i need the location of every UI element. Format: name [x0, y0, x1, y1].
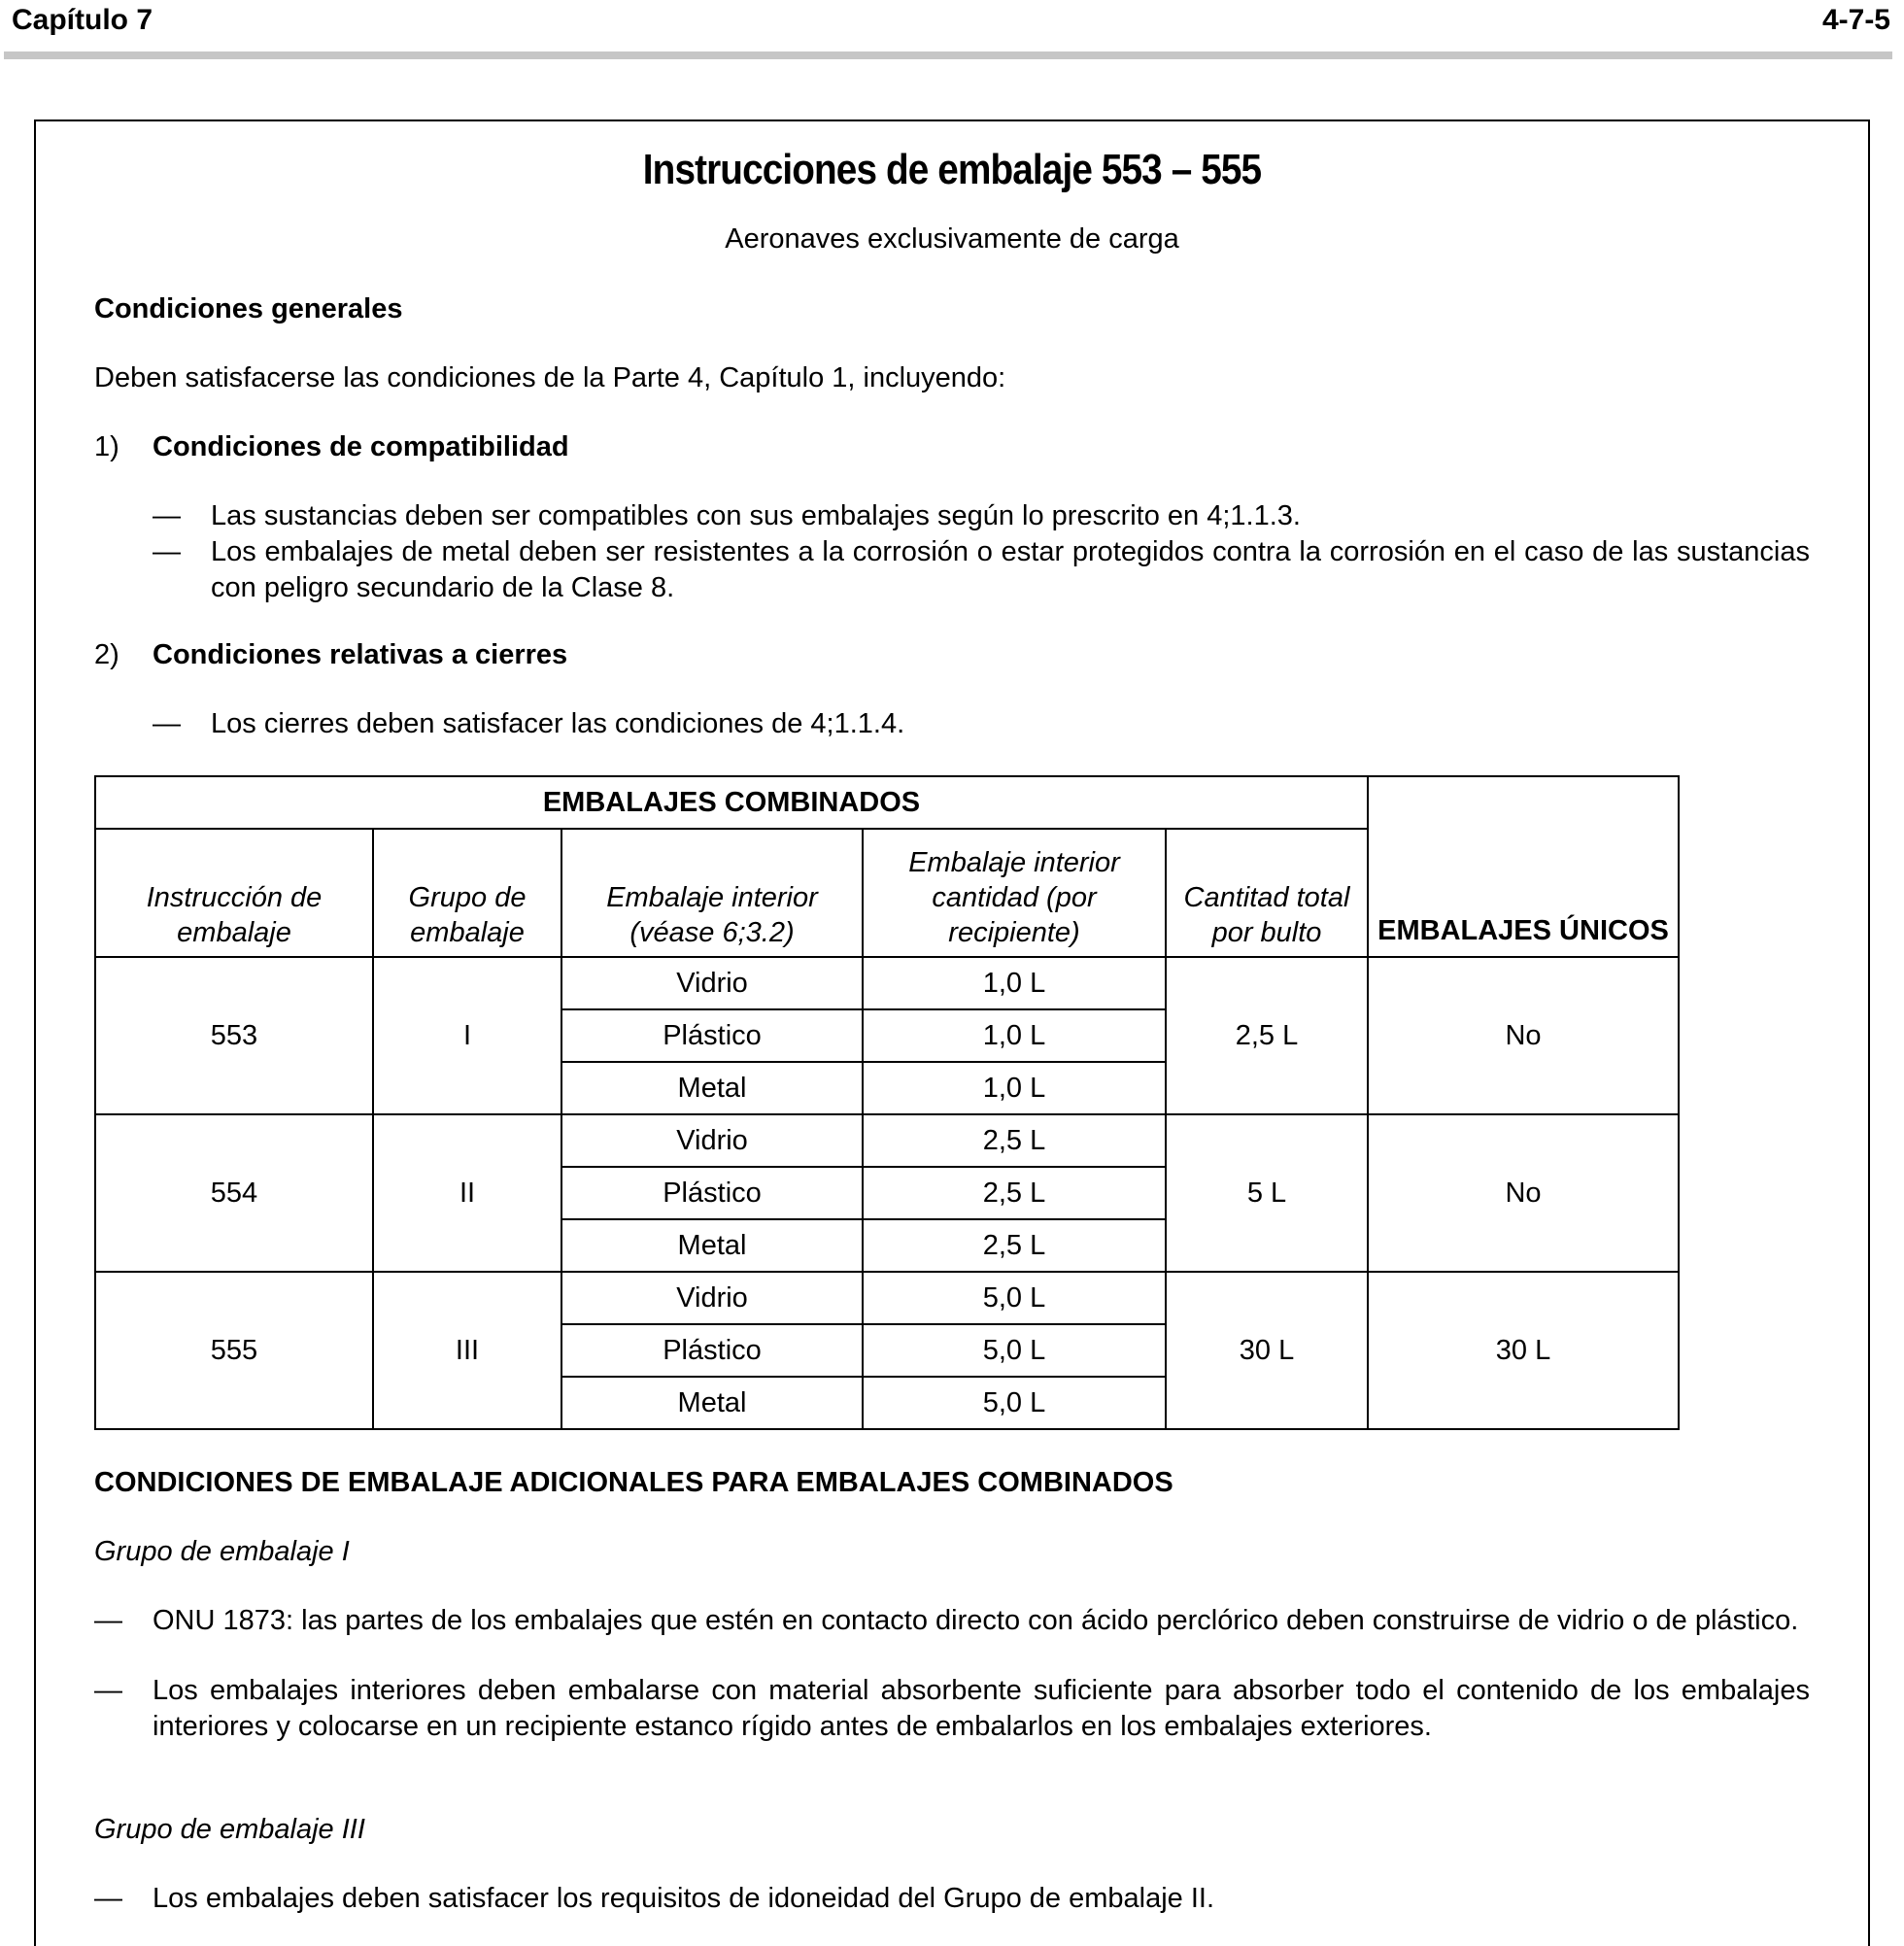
- material-cell: Vidrio: [561, 1272, 863, 1324]
- dash-marker: —: [94, 1883, 122, 1914]
- additional-heading: CONDICIONES DE EMBALAJE ADICIONALES PARA EMBALAJES COMBINADOS: [94, 1467, 1173, 1498]
- dash-marker: —: [94, 1675, 122, 1706]
- quantity-cell: 1,0 L: [863, 957, 1166, 1009]
- group-i-label: Grupo de embalaje I: [94, 1536, 350, 1567]
- section-2-title: Condiciones relativas a cierres: [153, 639, 568, 670]
- column-header: Cantitad total por bulto: [1166, 829, 1368, 957]
- quantity-cell: 5,0 L: [863, 1324, 1166, 1377]
- list-item: [153, 498, 1810, 534]
- combined-packaging-header: EMBALAJES COMBINADOS: [95, 776, 1368, 829]
- section-1-title: Condiciones de compatibilidad: [153, 431, 569, 462]
- dash-marker: —: [153, 500, 181, 531]
- section-1-number: 1): [94, 431, 119, 462]
- material-cell: Plástico: [561, 1009, 863, 1062]
- group-cell: I: [373, 957, 561, 1114]
- list-item-text: ONU 1873: las partes de los embalajes que estén en contacto directo con ácido perclórico deben construirse de vidrio o de plástico.: [153, 1605, 1799, 1636]
- list-item: [94, 1881, 1810, 1917]
- quantity-cell: 2,5 L: [863, 1167, 1166, 1219]
- total-cell: 30 L: [1166, 1272, 1368, 1429]
- total-cell: 5 L: [1166, 1114, 1368, 1272]
- single-cell: 30 L: [1368, 1272, 1679, 1429]
- section-1-heading: [94, 429, 569, 465]
- header-rule: [4, 51, 1892, 59]
- group-cell: II: [373, 1114, 561, 1272]
- column-header: Embalaje interior (véase 6;3.2): [561, 829, 863, 957]
- packing-table: [94, 775, 1680, 1430]
- page-header: [8, 0, 1896, 58]
- material-cell: Plástico: [561, 1324, 863, 1377]
- material-cell: Vidrio: [561, 1114, 863, 1167]
- list-item-text: Las sustancias deben ser compatibles con sus embalajes según lo prescrito en 4;1.1.3.: [211, 500, 1301, 531]
- table-row: [95, 1272, 1679, 1324]
- single-cell: No: [1368, 957, 1679, 1114]
- table-row: [95, 1114, 1679, 1167]
- material-cell: Plástico: [561, 1167, 863, 1219]
- list-item-text: Los embalajes deben satisfacer los requisitos de idoneidad del Grupo de embalaje II.: [153, 1883, 1215, 1914]
- list-item: [94, 1673, 1810, 1745]
- instruction-cell: 553: [95, 957, 373, 1114]
- material-cell: Metal: [561, 1377, 863, 1429]
- instruction-cell: 554: [95, 1114, 373, 1272]
- section-2-number: 2): [94, 639, 119, 670]
- quantity-cell: 5,0 L: [863, 1272, 1166, 1324]
- general-heading: Condiciones generales: [94, 293, 403, 324]
- single-packaging-header: EMBALAJES ÚNICOS: [1368, 776, 1679, 957]
- dash-marker: —: [153, 708, 181, 739]
- quantity-cell: 1,0 L: [863, 1062, 1166, 1114]
- column-header: Embalaje interior cantidad (por recipiente): [863, 829, 1166, 957]
- group-cell: III: [373, 1272, 561, 1429]
- material-cell: Metal: [561, 1062, 863, 1114]
- material-cell: Vidrio: [561, 957, 863, 1009]
- quantity-cell: 2,5 L: [863, 1114, 1166, 1167]
- list-item-text: Los cierres deben satisfacer las condiciones de 4;1.1.4.: [211, 708, 905, 739]
- table-row: [95, 957, 1679, 1009]
- page-subtitle: Aeronaves exclusivamente de carga: [725, 223, 1179, 255]
- single-cell: No: [1368, 1114, 1679, 1272]
- material-cell: Metal: [561, 1219, 863, 1272]
- page-title: Instrucciones de embalaje 553 – 555: [642, 146, 1262, 193]
- total-cell: 2,5 L: [1166, 957, 1368, 1114]
- dash-marker: —: [153, 536, 181, 567]
- list-item: [94, 1603, 1810, 1639]
- general-intro: Deben satisfacerse las condiciones de la Parte 4, Capítulo 1, incluyendo:: [94, 362, 1006, 393]
- quantity-cell: 5,0 L: [863, 1377, 1166, 1429]
- list-item: [153, 534, 1810, 606]
- section-2-heading: [94, 637, 567, 673]
- column-header: Grupo de embalaje: [373, 829, 561, 957]
- instruction-cell: 555: [95, 1272, 373, 1429]
- list-item-text: Los embalajes interiores deben embalarse con material absorbente suficiente para absorber todo el contenido de los embalajes interiores y colocarse en un recipiente estanco rígido antes de embalarlos en los embalajes exteriores.: [153, 1675, 1810, 1742]
- chapter-label: Capítulo 7: [12, 4, 153, 36]
- list-item-text: Los embalajes de metal deben ser resistentes a la corrosión o estar protegidos contra la corrosión en el caso de las sustancias con peligro secundario de la Clase 8.: [211, 536, 1810, 603]
- column-header: Instrucción de embalaje: [95, 829, 373, 957]
- dash-marker: —: [94, 1605, 122, 1636]
- group-iii-label: Grupo de embalaje III: [94, 1814, 365, 1845]
- quantity-cell: 1,0 L: [863, 1009, 1166, 1062]
- list-item: [153, 706, 1810, 742]
- page-number: 4-7-5: [1821, 4, 1890, 36]
- quantity-cell: 2,5 L: [863, 1219, 1166, 1272]
